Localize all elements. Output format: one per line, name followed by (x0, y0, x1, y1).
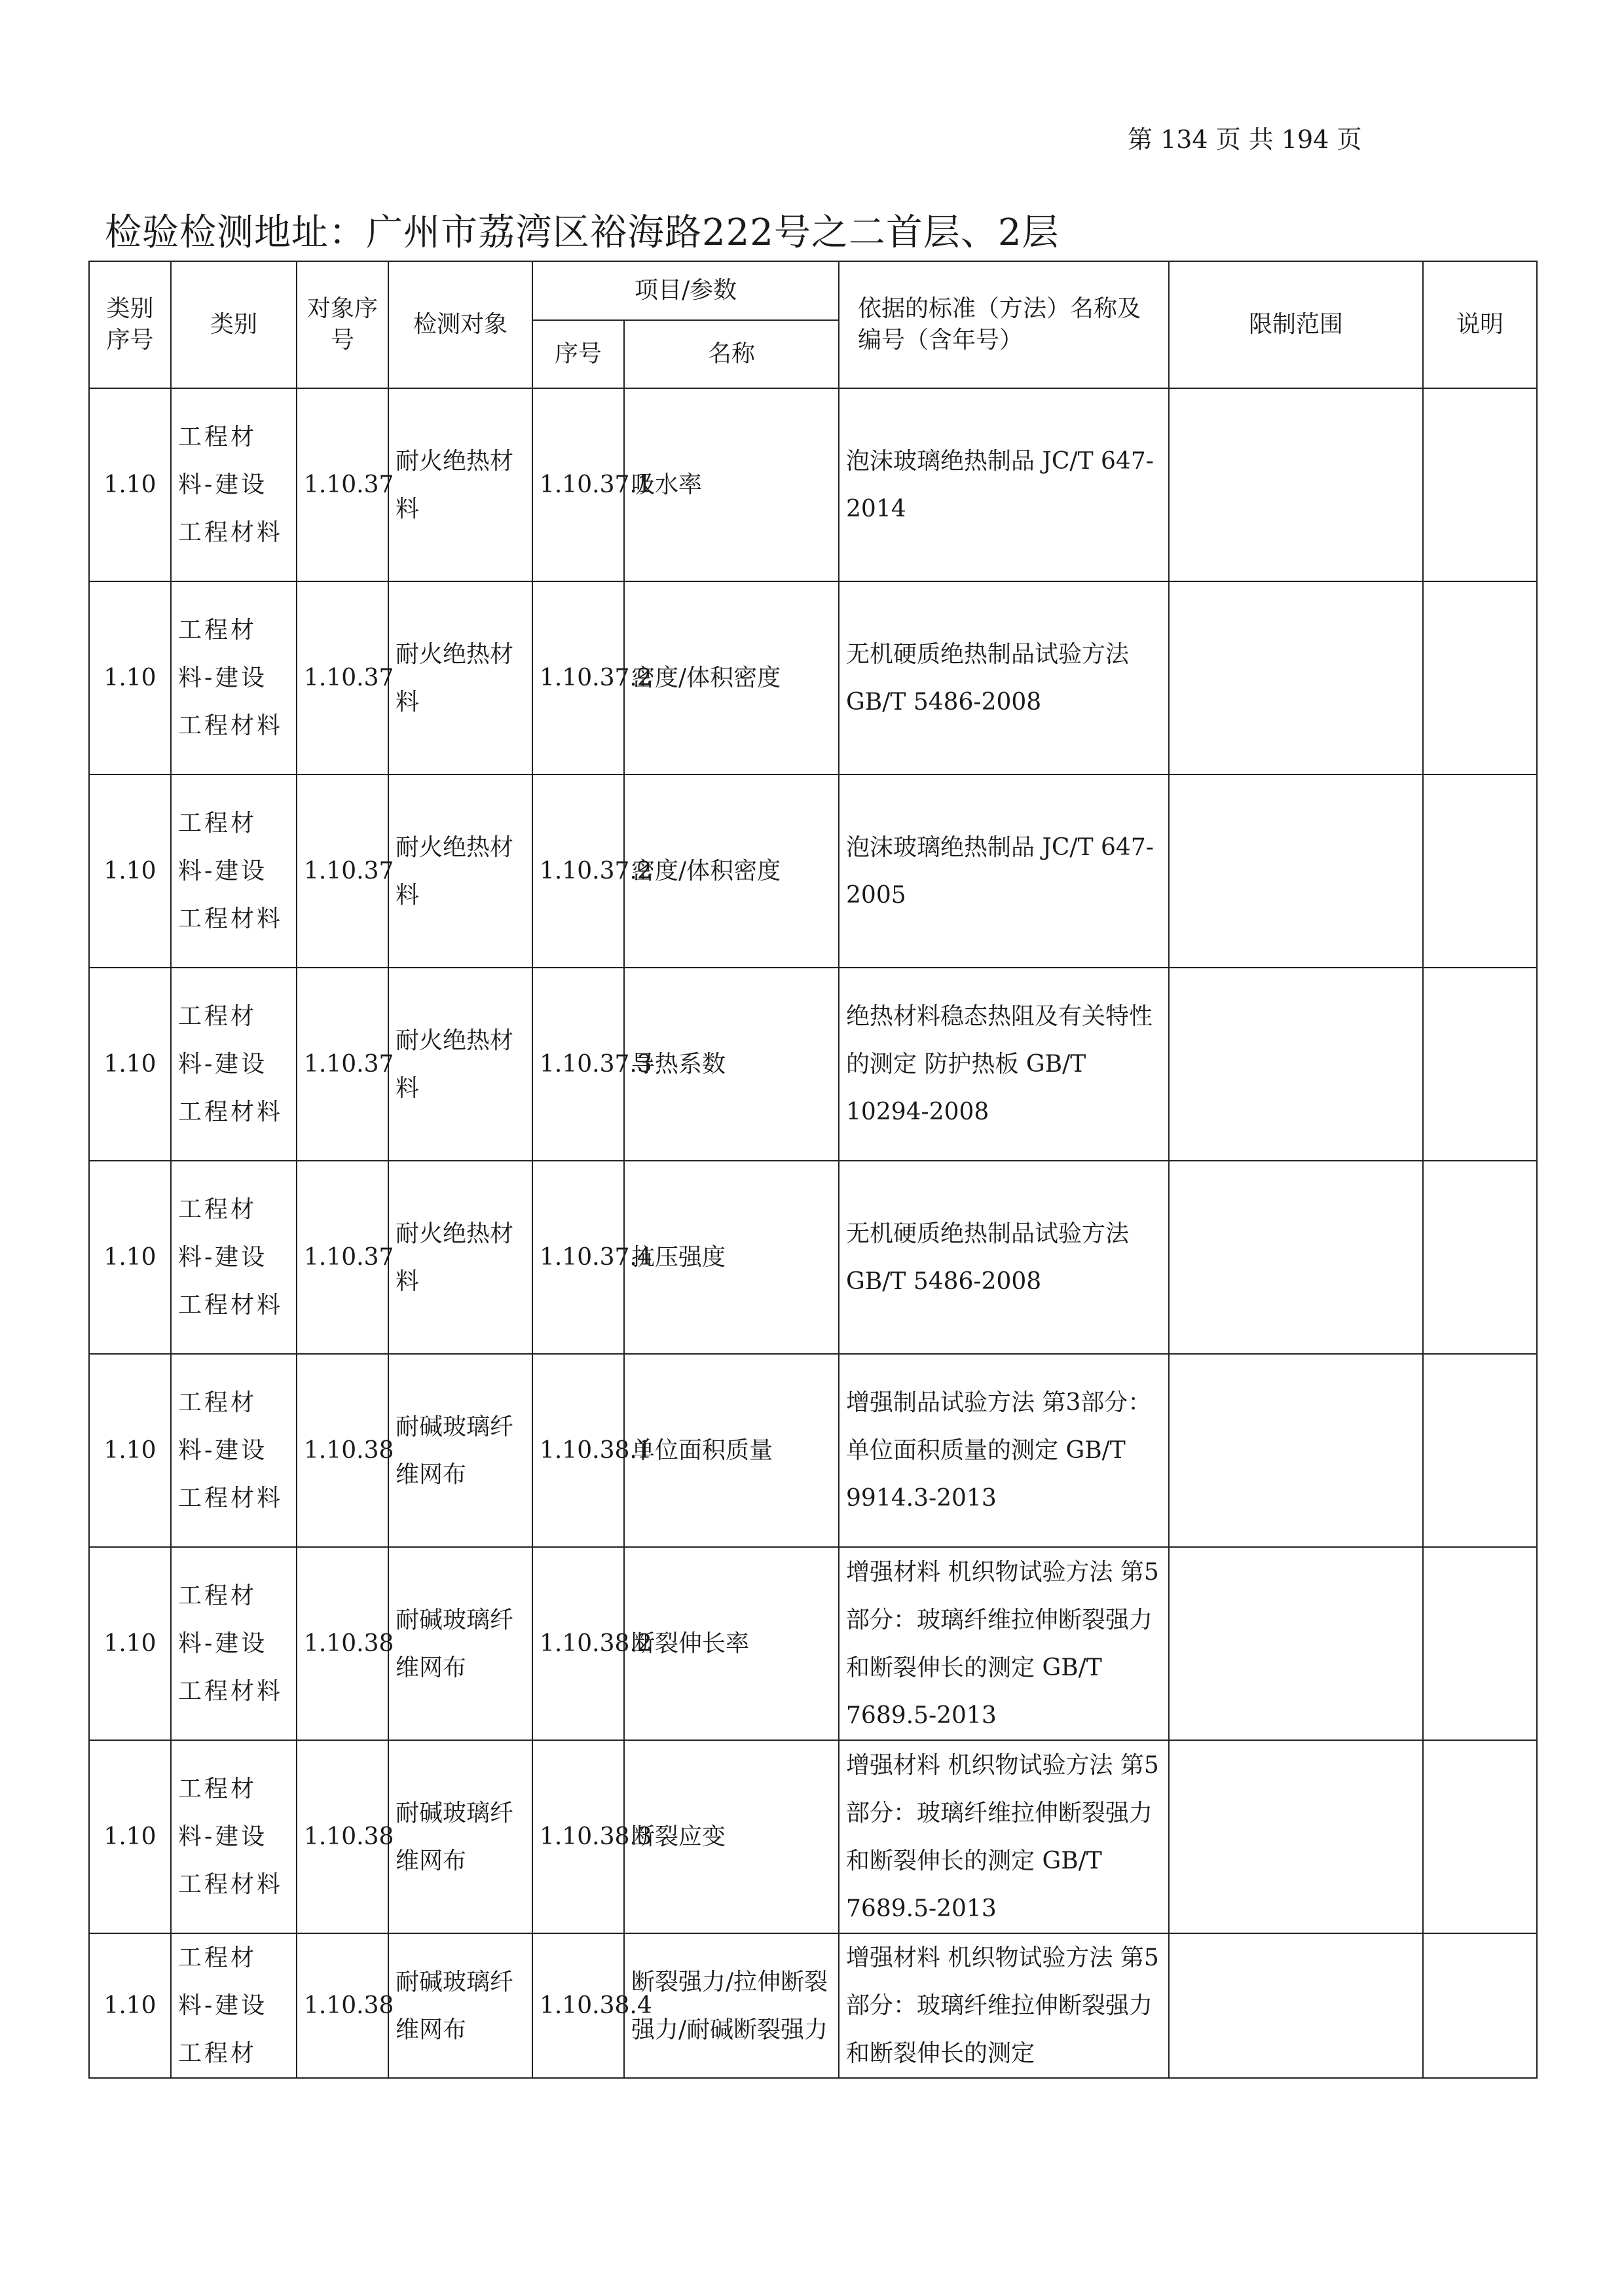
table-row (89, 774, 1537, 968)
standard-cell: 增强制品试验方法 第3部分：单位面积质量的测定 GB/T 9914.3-2013 (839, 1354, 1169, 1547)
item-name-cell: 断裂强力/拉伸断裂强力/耐碱断裂强力 (624, 1933, 839, 2078)
standard-cell: 泡沫玻璃绝热制品 JC/T 647-2005 (839, 774, 1169, 968)
header-object: 检测对象 (388, 261, 532, 388)
category-no-cell: 1.10 (89, 968, 171, 1161)
item-name-cell: 导热系数 (624, 968, 839, 1161)
item-name-cell: 密度/体积密度 (624, 774, 839, 968)
object-cell: 耐火绝热材料 (388, 968, 532, 1161)
table-row (89, 1161, 1537, 1354)
item-name-cell: 密度/体积密度 (624, 581, 839, 774)
header-item-name: 名称 (624, 320, 839, 388)
item-no-cell: 1.10.38.3 (532, 1740, 624, 1933)
category-cell: 工程材料-建设工程材料 (171, 1547, 297, 1740)
header-standard: 依据的标准（方法）名称及编号（含年号） (839, 261, 1169, 388)
item-name-cell: 断裂伸长率 (624, 1547, 839, 1740)
limit-cell (1169, 1161, 1423, 1354)
category-cell: 工程材料-建设工程材料 (171, 388, 297, 581)
object-cell: 耐碱玻璃纤维网布 (388, 1740, 532, 1933)
object-no-cell: 1.10.38 (297, 1547, 388, 1740)
limit-cell (1169, 1740, 1423, 1933)
limit-cell (1169, 388, 1423, 581)
table-row (89, 1933, 1537, 2078)
category-no-cell: 1.10 (89, 1547, 171, 1740)
category-no-cell: 1.10 (89, 1933, 171, 2078)
item-name-cell: 断裂应变 (624, 1740, 839, 1933)
table-row (89, 968, 1537, 1161)
category-cell: 工程材料-建设工程材料 (171, 968, 297, 1161)
table-row (89, 1740, 1537, 1933)
limit-cell (1169, 1547, 1423, 1740)
note-cell (1423, 1933, 1537, 2078)
page-number: 第 134 页 共 194 页 (1128, 125, 1362, 154)
page-title: 检验检测地址：广州市荔湾区裕海路222号之二首层、2层 (105, 211, 1060, 254)
category-cell: 工程材料-建设工程材料 (171, 774, 297, 968)
limit-cell (1169, 1933, 1423, 2078)
note-cell (1423, 581, 1537, 774)
category-no-cell: 1.10 (89, 774, 171, 968)
object-cell: 耐碱玻璃纤维网布 (388, 1547, 532, 1740)
table-row (89, 1354, 1537, 1547)
category-no-cell: 1.10 (89, 388, 171, 581)
note-cell (1423, 968, 1537, 1161)
object-no-cell: 1.10.37 (297, 388, 388, 581)
object-cell: 耐火绝热材料 (388, 388, 532, 581)
item-no-cell: 1.10.37.4 (532, 1161, 624, 1354)
header-item-param: 项目/参数 (532, 261, 839, 320)
item-no-cell: 1.10.37.1 (532, 388, 624, 581)
standard-cell: 无机硬质绝热制品试验方法 GB/T 5486-2008 (839, 581, 1169, 774)
header-note: 说明 (1423, 261, 1537, 388)
header-item-no: 序号 (532, 320, 624, 388)
table-row (89, 1547, 1537, 1740)
category-no-cell: 1.10 (89, 1740, 171, 1933)
object-no-cell: 1.10.37 (297, 968, 388, 1161)
category-cell: 工程材料-建设工程材料 (171, 1354, 297, 1547)
category-cell: 工程材料-建设工程材料 (171, 581, 297, 774)
standard-cell: 绝热材料稳态热阻及有关特性的测定 防护热板 GB/T 10294-2008 (839, 968, 1169, 1161)
item-no-cell: 1.10.37.2 (532, 581, 624, 774)
note-cell (1423, 1740, 1537, 1933)
table-row (89, 388, 1537, 581)
note-cell (1423, 774, 1537, 968)
object-cell: 耐碱玻璃纤维网布 (388, 1354, 532, 1547)
item-no-cell: 1.10.38.4 (532, 1933, 624, 2078)
header-object-no: 对象序号 (297, 261, 388, 388)
note-cell (1423, 1547, 1537, 1740)
standard-cell: 无机硬质绝热制品试验方法 GB/T 5486-2008 (839, 1161, 1169, 1354)
item-no-cell: 1.10.37.2 (532, 774, 624, 968)
category-cell: 工程材料-建设工程材 (171, 1933, 297, 2078)
qualification-table (88, 261, 1538, 2079)
standard-cell: 泡沫玻璃绝热制品 JC/T 647-2014 (839, 388, 1169, 581)
note-cell (1423, 388, 1537, 581)
object-no-cell: 1.10.38 (297, 1933, 388, 2078)
object-no-cell: 1.10.37 (297, 581, 388, 774)
header-limit: 限制范围 (1169, 261, 1423, 388)
category-no-cell: 1.10 (89, 1161, 171, 1354)
category-no-cell: 1.10 (89, 581, 171, 774)
header-category: 类别 (171, 261, 297, 388)
category-no-cell: 1.10 (89, 1354, 171, 1547)
object-no-cell: 1.10.37 (297, 774, 388, 968)
limit-cell (1169, 1354, 1423, 1547)
item-no-cell: 1.10.38.1 (532, 1354, 624, 1547)
limit-cell (1169, 581, 1423, 774)
category-cell: 工程材料-建设工程材料 (171, 1740, 297, 1933)
object-cell: 耐火绝热材料 (388, 1161, 532, 1354)
item-name-cell: 单位面积质量 (624, 1354, 839, 1547)
object-cell: 耐火绝热材料 (388, 581, 532, 774)
object-no-cell: 1.10.37 (297, 1161, 388, 1354)
item-no-cell: 1.10.38.2 (532, 1547, 624, 1740)
note-cell (1423, 1161, 1537, 1354)
limit-cell (1169, 968, 1423, 1161)
header-category-no: 类别序号 (89, 261, 171, 388)
item-name-cell: 抗压强度 (624, 1161, 839, 1354)
standard-cell: 增强材料 机织物试验方法 第5部分：玻璃纤维拉伸断裂强力和断裂伸长的测定 GB/T 7689.5-2013 (839, 1547, 1169, 1740)
item-name-cell: 吸水率 (624, 388, 839, 581)
table-row (89, 581, 1537, 774)
category-cell: 工程材料-建设工程材料 (171, 1161, 297, 1354)
object-no-cell: 1.10.38 (297, 1354, 388, 1547)
note-cell (1423, 1354, 1537, 1547)
limit-cell (1169, 774, 1423, 968)
standard-cell: 增强材料 机织物试验方法 第5部分：玻璃纤维拉伸断裂强力和断裂伸长的测定 GB/T 7689.5-2013 (839, 1740, 1169, 1933)
item-no-cell: 1.10.37.3 (532, 968, 624, 1161)
object-no-cell: 1.10.38 (297, 1740, 388, 1933)
standard-cell: 增强材料 机织物试验方法 第5部分：玻璃纤维拉伸断裂强力和断裂伸长的测定 (839, 1933, 1169, 2078)
object-cell: 耐碱玻璃纤维网布 (388, 1933, 532, 2078)
object-cell: 耐火绝热材料 (388, 774, 532, 968)
